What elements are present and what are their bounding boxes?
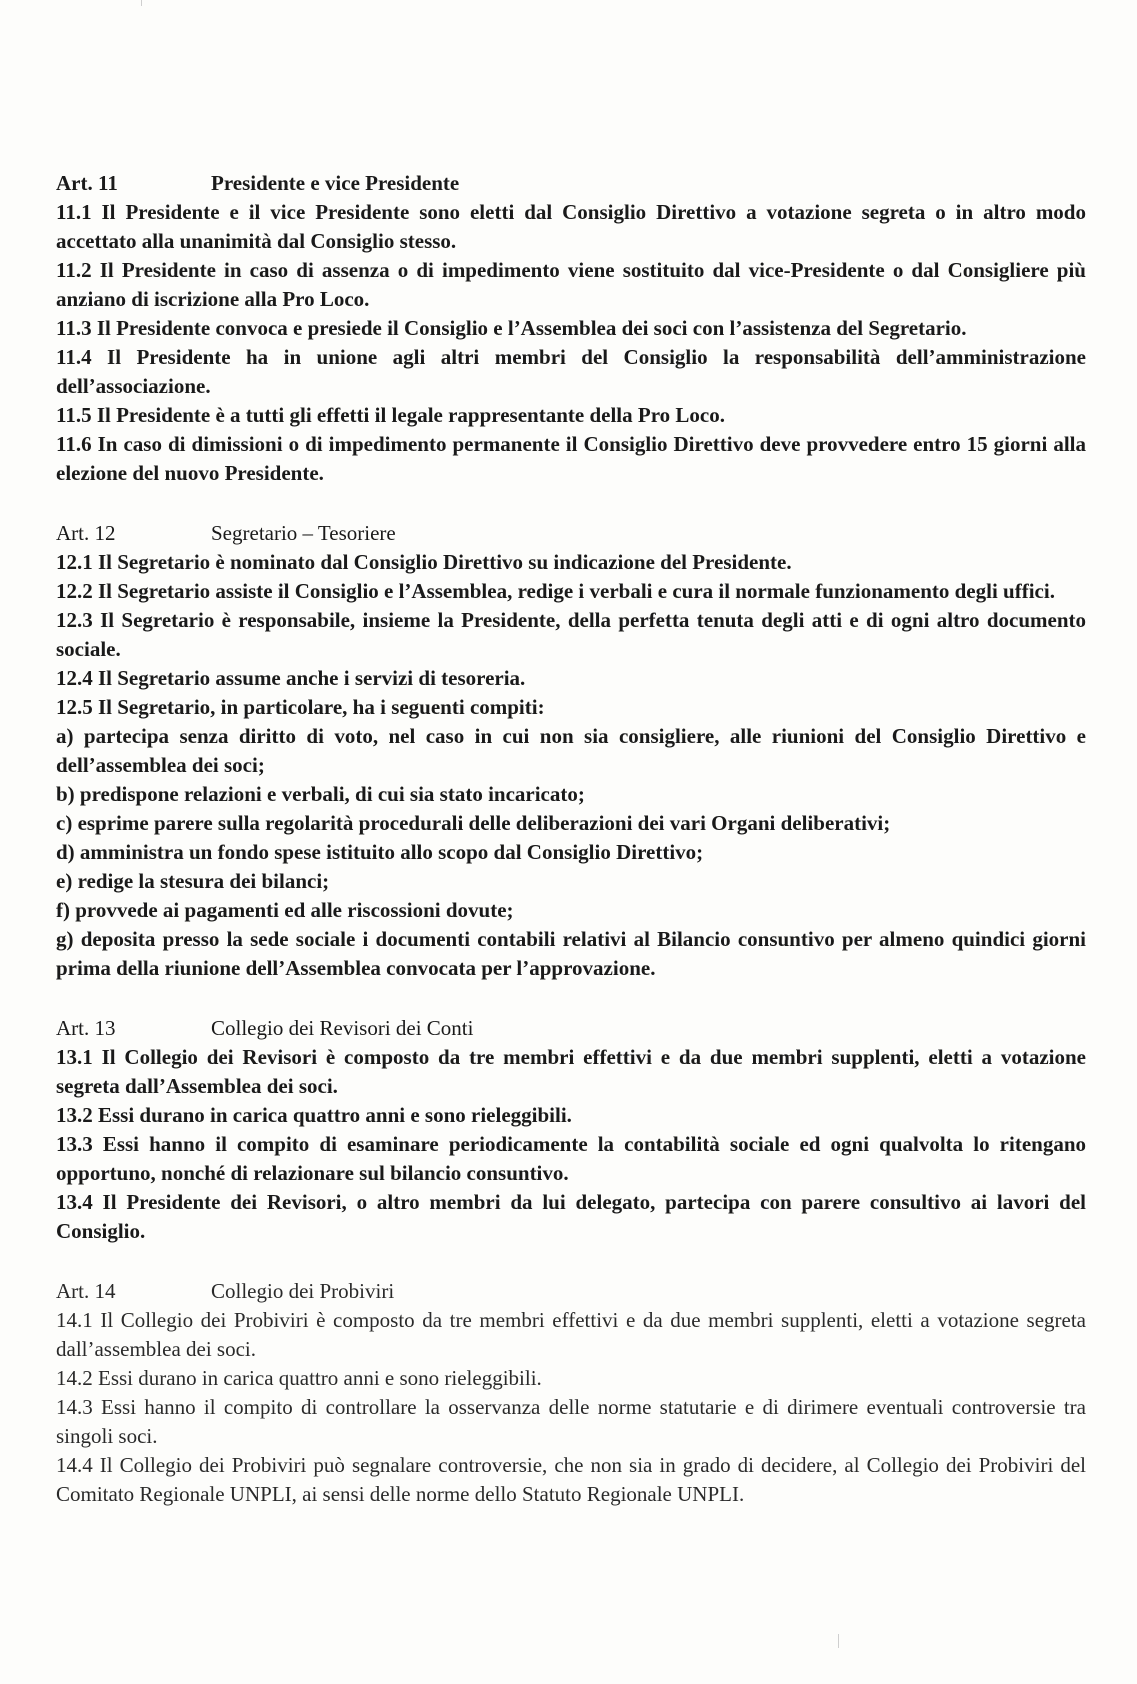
paragraph: 11.5 Il Presidente è a tutti gli effetti il legale rappresentante della Pro Loco. [56, 403, 725, 427]
list-item: c) esprime parere sulla regolarità procedurali delle deliberazioni dei vari Organi deliberativi; [56, 811, 891, 835]
article-title: Presidente e vice Presidente [211, 171, 460, 195]
paragraph: 12.3 Il Segretario è responsabile, insieme la Presidente, della perfetta tenuta degli atti e di ogni altro documento sociale. [56, 608, 1086, 661]
paragraph: 13.3 Essi hanno il compito di esaminare periodicamente la contabilità sociale ed ogni qualvolta lo ritengano opportuno, nonché di relazionare sul bilancio consuntivo. [56, 1132, 1086, 1185]
paragraph: 11.3 Il Presidente convoca e presiede il Consiglio e l’Assemblea dei soci con l’assistenza del Segretario. [56, 316, 967, 340]
paragraph: 12.4 Il Segretario assume anche i servizi di tesoreria. [56, 666, 526, 690]
article-12 [56, 518, 1086, 983]
paragraph: 11.4 Il Presidente ha in unione agli altri membri del Consiglio la responsabilità dell’amministrazione dell’associazione. [56, 345, 1086, 398]
paragraph: 14.2 Essi durano in carica quattro anni e sono rieleggibili. [56, 1366, 542, 1390]
paragraph: 11.6 In caso di dimissioni o di impedimento permanente il Consiglio Direttivo deve provvedere entro 15 giorni alla elezione del nuovo Presidente. [56, 432, 1086, 485]
article-paragraphs [56, 198, 1086, 488]
article-title: Collegio dei Probiviri [211, 1279, 395, 1303]
list-item: a) partecipa senza diritto di voto, nel caso in cui non sia consigliere, alle riunioni del Consiglio Direttivo e dell’assemblea dei soci; [56, 724, 1086, 777]
paragraph: 11.2 Il Presidente in caso di assenza o di impedimento viene sostituito dal vice-Presidente o dal Consigliere più anziano di iscrizione alla Pro Loco. [56, 258, 1086, 311]
list-item: b) predispone relazioni e verbali, di cui sia stato incaricato; [56, 782, 585, 806]
article-11 [56, 168, 1086, 488]
article-heading [56, 168, 1086, 198]
document-body [56, 168, 1086, 1509]
article-number: Art. 12 [56, 521, 116, 545]
scan-mark [141, 0, 142, 6]
article-number: Art. 13 [56, 1016, 116, 1040]
article-number: Art. 11 [56, 171, 118, 195]
article-paragraphs [56, 1306, 1086, 1509]
article-number: Art. 14 [56, 1279, 116, 1303]
paragraph: 14.4 Il Collegio dei Probiviri può segnalare controversie, che non sia in grado di decidere, al Collegio dei Probiviri del Comitato Regionale UNPLI, ai sensi delle norme dello Statuto Regionale UNPLI. [56, 1453, 1086, 1506]
paragraph: 14.3 Essi hanno il compito di controllare la osservanza delle norme statutarie e di dirimere eventuali controversie tra singoli soci. [56, 1395, 1086, 1448]
paragraph: 13.4 Il Presidente dei Revisori, o altro membri da lui delegato, partecipa con parere consultivo ai lavori del Consiglio. [56, 1190, 1086, 1243]
article-14 [56, 1276, 1086, 1509]
paragraph: 12.2 Il Segretario assiste il Consiglio e l’Assemblea, redige i verbali e cura il normale funzionamento degli uffici. [56, 579, 1055, 603]
article-heading [56, 518, 1086, 548]
article-heading [56, 1013, 1086, 1043]
paragraph: 14.1 Il Collegio dei Probiviri è composto da tre membri effettivi e da due membri supplenti, eletti a votazione segreta dall’assemblea dei soci. [56, 1308, 1086, 1361]
article-title: Collegio dei Revisori dei Conti [211, 1016, 474, 1040]
scan-mark [838, 1634, 839, 1648]
list-item: d) amministra un fondo spese istituito allo scopo dal Consiglio Direttivo; [56, 840, 704, 864]
paragraph: 12.1 Il Segretario è nominato dal Consiglio Direttivo su indicazione del Presidente. [56, 550, 792, 574]
paragraph: 13.2 Essi durano in carica quattro anni e sono rieleggibili. [56, 1103, 572, 1127]
article-13 [56, 1013, 1086, 1246]
article-paragraphs [56, 1043, 1086, 1246]
list-item: f) provvede ai pagamenti ed alle riscossioni dovute; [56, 898, 514, 922]
article-title: Segretario – Tesoriere [211, 521, 396, 545]
paragraph: 13.1 Il Collegio dei Revisori è composto da tre membri effettivi e da due membri supplenti, eletti a votazione segreta dall’Assemblea dei soci. [56, 1045, 1086, 1098]
list-item: e) redige la stesura dei bilanci; [56, 869, 330, 893]
article-heading [56, 1276, 1086, 1306]
article-paragraphs [56, 548, 1086, 983]
list-item: g) deposita presso la sede sociale i documenti contabili relativi al Bilancio consuntivo per almeno quindici giorni prima della riunione dell’Assemblea convocata per l’approvazione. [56, 927, 1086, 980]
paragraph: 12.5 Il Segretario, in particolare, ha i seguenti compiti: [56, 695, 545, 719]
paragraph: 11.1 Il Presidente e il vice Presidente sono eletti dal Consiglio Direttivo a votazione segreta o in altro modo accettato alla unanimità dal Consiglio stesso. [56, 200, 1086, 253]
